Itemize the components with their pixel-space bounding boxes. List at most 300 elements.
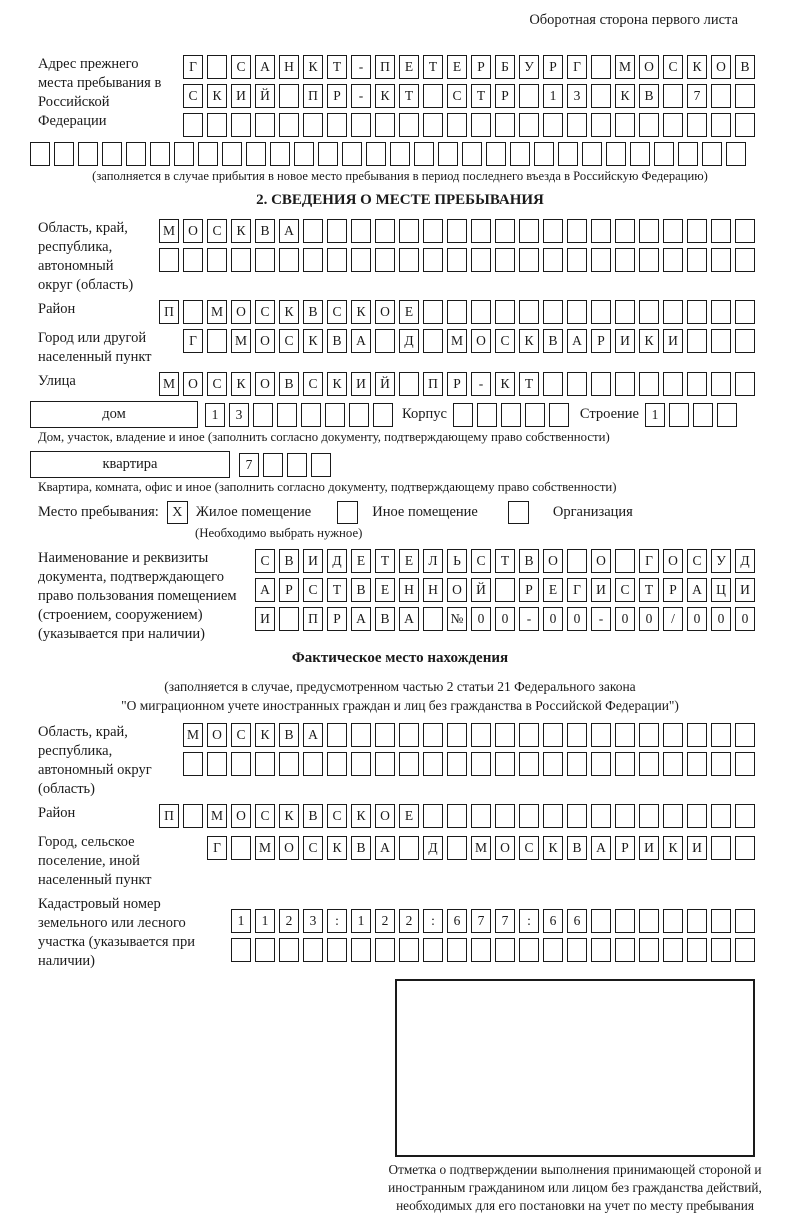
char-cell[interactable] xyxy=(375,248,395,272)
char-cell[interactable] xyxy=(277,403,297,427)
char-cell[interactable] xyxy=(246,142,266,166)
char-cell[interactable]: 1 xyxy=(205,403,225,427)
char-cell[interactable] xyxy=(510,142,530,166)
char-cell[interactable] xyxy=(183,804,203,828)
char-cell[interactable] xyxy=(303,219,323,243)
char-cell[interactable] xyxy=(423,938,443,962)
char-cell[interactable] xyxy=(375,752,395,776)
char-cell[interactable] xyxy=(287,453,307,477)
char-cell[interactable] xyxy=(543,248,563,272)
char-cell[interactable] xyxy=(693,403,713,427)
char-cell[interactable]: - xyxy=(471,372,491,396)
char-cell[interactable] xyxy=(735,248,755,272)
char-cell[interactable]: К xyxy=(327,836,347,860)
char-cell[interactable]: И xyxy=(231,84,251,108)
char-cell[interactable] xyxy=(735,219,755,243)
char-cell[interactable] xyxy=(639,248,659,272)
char-cell[interactable]: В xyxy=(543,329,563,353)
char-cell[interactable]: - xyxy=(351,84,371,108)
char-cell[interactable] xyxy=(606,142,626,166)
char-cell[interactable] xyxy=(726,142,746,166)
char-cell[interactable] xyxy=(351,752,371,776)
char-cell[interactable] xyxy=(711,84,731,108)
char-cell[interactable]: Е xyxy=(543,578,563,602)
char-cell[interactable]: М xyxy=(615,55,635,79)
char-cell[interactable] xyxy=(591,219,611,243)
char-cell[interactable] xyxy=(438,142,458,166)
char-cell[interactable]: Р xyxy=(591,329,611,353)
char-cell[interactable]: Е xyxy=(351,549,371,573)
char-cell[interactable] xyxy=(615,248,635,272)
char-cell[interactable]: Р xyxy=(327,607,347,631)
char-cell[interactable] xyxy=(279,248,299,272)
char-cell[interactable]: М xyxy=(183,723,203,747)
char-cell[interactable] xyxy=(279,84,299,108)
char-cell[interactable]: И xyxy=(591,578,611,602)
char-cell[interactable]: В xyxy=(279,549,299,573)
residence-checkbox-inoe[interactable] xyxy=(337,501,358,524)
char-cell[interactable] xyxy=(423,300,443,324)
char-cell[interactable]: 0 xyxy=(735,607,755,631)
char-cell[interactable]: 1 xyxy=(255,909,275,933)
char-cell[interactable] xyxy=(615,113,635,137)
char-cell[interactable] xyxy=(663,248,683,272)
char-cell[interactable]: К xyxy=(495,372,515,396)
char-cell[interactable] xyxy=(423,219,443,243)
char-cell[interactable]: О xyxy=(207,723,227,747)
char-cell[interactable]: Т xyxy=(399,84,419,108)
char-cell[interactable] xyxy=(639,113,659,137)
char-cell[interactable]: 0 xyxy=(471,607,491,631)
char-cell[interactable]: 1 xyxy=(543,84,563,108)
char-cell[interactable]: Р xyxy=(327,84,347,108)
char-cell[interactable] xyxy=(423,84,443,108)
char-cell[interactable] xyxy=(373,403,393,427)
residence-checkbox-zhiloe[interactable]: X xyxy=(167,501,188,524)
char-cell[interactable]: 7 xyxy=(495,909,515,933)
char-cell[interactable] xyxy=(519,248,539,272)
char-cell[interactable] xyxy=(663,909,683,933)
char-cell[interactable] xyxy=(270,142,290,166)
char-cell[interactable]: 3 xyxy=(229,403,249,427)
char-cell[interactable] xyxy=(207,248,227,272)
char-cell[interactable] xyxy=(735,372,755,396)
char-cell[interactable] xyxy=(663,84,683,108)
char-cell[interactable]: 0 xyxy=(687,607,707,631)
char-cell[interactable]: Г xyxy=(567,578,587,602)
char-cell[interactable]: С xyxy=(255,300,275,324)
char-cell[interactable] xyxy=(471,300,491,324)
char-cell[interactable] xyxy=(375,113,395,137)
char-cell[interactable]: О xyxy=(663,549,683,573)
char-cell[interactable] xyxy=(519,300,539,324)
char-cell[interactable]: 1 xyxy=(351,909,371,933)
char-cell[interactable]: С xyxy=(327,300,347,324)
char-cell[interactable] xyxy=(558,142,578,166)
char-cell[interactable]: Д xyxy=(735,549,755,573)
char-cell[interactable] xyxy=(591,804,611,828)
char-cell[interactable] xyxy=(519,723,539,747)
char-cell[interactable] xyxy=(591,752,611,776)
char-cell[interactable] xyxy=(126,142,146,166)
char-cell[interactable]: П xyxy=(423,372,443,396)
char-cell[interactable]: 6 xyxy=(567,909,587,933)
char-cell[interactable] xyxy=(735,752,755,776)
char-cell[interactable] xyxy=(711,372,731,396)
char-cell[interactable]: К xyxy=(231,372,251,396)
char-cell[interactable]: 0 xyxy=(543,607,563,631)
char-cell[interactable]: Р xyxy=(519,578,539,602)
char-cell[interactable] xyxy=(399,372,419,396)
char-cell[interactable] xyxy=(735,723,755,747)
char-cell[interactable] xyxy=(423,804,443,828)
char-cell[interactable] xyxy=(711,836,731,860)
char-cell[interactable]: О xyxy=(543,549,563,573)
char-cell[interactable] xyxy=(702,142,722,166)
char-cell[interactable] xyxy=(399,836,419,860)
char-cell[interactable]: О xyxy=(231,804,251,828)
char-cell[interactable] xyxy=(639,752,659,776)
char-cell[interactable] xyxy=(711,113,731,137)
char-cell[interactable]: С xyxy=(231,723,251,747)
char-cell[interactable] xyxy=(327,752,347,776)
char-cell[interactable]: 6 xyxy=(543,909,563,933)
char-cell[interactable]: А xyxy=(303,723,323,747)
char-cell[interactable] xyxy=(390,142,410,166)
char-cell[interactable] xyxy=(327,938,347,962)
char-cell[interactable] xyxy=(519,219,539,243)
char-cell[interactable]: А xyxy=(351,607,371,631)
char-cell[interactable] xyxy=(255,113,275,137)
char-cell[interactable]: И xyxy=(303,549,323,573)
char-cell[interactable]: : xyxy=(519,909,539,933)
char-cell[interactable]: В xyxy=(735,55,755,79)
char-cell[interactable]: Й xyxy=(375,372,395,396)
char-cell[interactable] xyxy=(311,453,331,477)
char-cell[interactable] xyxy=(207,752,227,776)
char-cell[interactable]: В xyxy=(255,219,275,243)
char-cell[interactable]: П xyxy=(159,300,179,324)
char-cell[interactable]: 0 xyxy=(711,607,731,631)
char-cell[interactable] xyxy=(375,723,395,747)
char-cell[interactable] xyxy=(567,300,587,324)
char-cell[interactable]: С xyxy=(255,804,275,828)
char-cell[interactable] xyxy=(423,607,443,631)
char-cell[interactable]: 7 xyxy=(687,84,707,108)
char-cell[interactable]: 3 xyxy=(303,909,323,933)
char-cell[interactable] xyxy=(318,142,338,166)
char-cell[interactable]: О xyxy=(375,804,395,828)
char-cell[interactable] xyxy=(399,723,419,747)
char-cell[interactable]: С xyxy=(687,549,707,573)
char-cell[interactable]: О xyxy=(447,578,467,602)
char-cell[interactable]: О xyxy=(639,55,659,79)
char-cell[interactable] xyxy=(231,113,251,137)
char-cell[interactable] xyxy=(735,836,755,860)
char-cell[interactable]: О xyxy=(231,300,251,324)
char-cell[interactable]: О xyxy=(255,329,275,353)
char-cell[interactable]: В xyxy=(327,329,347,353)
char-cell[interactable] xyxy=(687,248,707,272)
char-cell[interactable] xyxy=(735,300,755,324)
char-cell[interactable] xyxy=(735,329,755,353)
char-cell[interactable]: О xyxy=(495,836,515,860)
char-cell[interactable]: В xyxy=(639,84,659,108)
char-cell[interactable]: 3 xyxy=(567,84,587,108)
char-cell[interactable] xyxy=(615,752,635,776)
char-cell[interactable] xyxy=(735,113,755,137)
char-cell[interactable] xyxy=(711,248,731,272)
char-cell[interactable]: П xyxy=(375,55,395,79)
char-cell[interactable] xyxy=(495,578,515,602)
char-cell[interactable]: А xyxy=(687,578,707,602)
char-cell[interactable] xyxy=(591,938,611,962)
char-cell[interactable] xyxy=(447,938,467,962)
char-cell[interactable] xyxy=(543,804,563,828)
char-cell[interactable]: Т xyxy=(327,55,347,79)
char-cell[interactable] xyxy=(423,248,443,272)
char-cell[interactable] xyxy=(351,248,371,272)
char-cell[interactable] xyxy=(471,804,491,828)
char-cell[interactable]: А xyxy=(399,607,419,631)
char-cell[interactable] xyxy=(639,219,659,243)
char-cell[interactable] xyxy=(327,113,347,137)
char-cell[interactable]: К xyxy=(519,329,539,353)
char-cell[interactable] xyxy=(495,248,515,272)
char-cell[interactable] xyxy=(222,142,242,166)
char-cell[interactable] xyxy=(615,909,635,933)
char-cell[interactable] xyxy=(543,723,563,747)
char-cell[interactable] xyxy=(253,403,273,427)
char-cell[interactable] xyxy=(325,403,345,427)
char-cell[interactable] xyxy=(351,938,371,962)
char-cell[interactable] xyxy=(735,909,755,933)
char-cell[interactable]: 7 xyxy=(239,453,259,477)
char-cell[interactable]: К xyxy=(255,723,275,747)
char-cell[interactable]: В xyxy=(519,549,539,573)
char-cell[interactable]: А xyxy=(255,55,275,79)
char-cell[interactable] xyxy=(687,113,707,137)
char-cell[interactable]: С xyxy=(303,578,323,602)
char-cell[interactable] xyxy=(591,723,611,747)
char-cell[interactable]: Е xyxy=(447,55,467,79)
residence-checkbox-org[interactable] xyxy=(508,501,529,524)
char-cell[interactable]: М xyxy=(159,372,179,396)
char-cell[interactable]: 7 xyxy=(471,909,491,933)
char-cell[interactable]: О xyxy=(255,372,275,396)
char-cell[interactable] xyxy=(294,142,314,166)
char-cell[interactable]: Й xyxy=(255,84,275,108)
char-cell[interactable]: Р xyxy=(279,578,299,602)
char-cell[interactable]: К xyxy=(375,84,395,108)
char-cell[interactable] xyxy=(279,113,299,137)
char-cell[interactable]: М xyxy=(231,329,251,353)
char-cell[interactable]: К xyxy=(351,804,371,828)
char-cell[interactable] xyxy=(447,752,467,776)
char-cell[interactable]: О xyxy=(711,55,731,79)
char-cell[interactable]: 6 xyxy=(447,909,467,933)
char-cell[interactable] xyxy=(543,219,563,243)
char-cell[interactable] xyxy=(567,804,587,828)
char-cell[interactable] xyxy=(327,219,347,243)
char-cell[interactable]: 2 xyxy=(375,909,395,933)
char-cell[interactable]: О xyxy=(183,372,203,396)
char-cell[interactable]: П xyxy=(303,84,323,108)
char-cell[interactable]: Ц xyxy=(711,578,731,602)
char-cell[interactable]: К xyxy=(687,55,707,79)
char-cell[interactable] xyxy=(567,752,587,776)
char-cell[interactable] xyxy=(678,142,698,166)
char-cell[interactable] xyxy=(447,113,467,137)
char-cell[interactable]: Л xyxy=(423,549,443,573)
char-cell[interactable] xyxy=(207,329,227,353)
char-cell[interactable] xyxy=(591,372,611,396)
char-cell[interactable]: А xyxy=(351,329,371,353)
char-cell[interactable] xyxy=(198,142,218,166)
char-cell[interactable] xyxy=(495,752,515,776)
char-cell[interactable] xyxy=(735,84,755,108)
char-cell[interactable]: М xyxy=(207,804,227,828)
char-cell[interactable] xyxy=(375,938,395,962)
char-cell[interactable]: Н xyxy=(279,55,299,79)
char-cell[interactable] xyxy=(663,938,683,962)
char-cell[interactable] xyxy=(663,219,683,243)
char-cell[interactable]: С xyxy=(615,578,635,602)
char-cell[interactable] xyxy=(423,113,443,137)
char-cell[interactable] xyxy=(519,752,539,776)
char-cell[interactable] xyxy=(453,403,473,427)
char-cell[interactable]: С xyxy=(519,836,539,860)
char-cell[interactable]: К xyxy=(615,84,635,108)
char-cell[interactable] xyxy=(150,142,170,166)
char-cell[interactable]: Е xyxy=(399,300,419,324)
char-cell[interactable] xyxy=(495,219,515,243)
char-cell[interactable]: Т xyxy=(471,84,491,108)
char-cell[interactable]: - xyxy=(591,607,611,631)
char-cell[interactable]: А xyxy=(591,836,611,860)
char-cell[interactable]: Р xyxy=(447,372,467,396)
char-cell[interactable] xyxy=(471,248,491,272)
char-cell[interactable] xyxy=(711,723,731,747)
char-cell[interactable]: Т xyxy=(375,549,395,573)
char-cell[interactable] xyxy=(231,752,251,776)
char-cell[interactable]: Е xyxy=(399,55,419,79)
char-cell[interactable]: 1 xyxy=(231,909,251,933)
char-cell[interactable] xyxy=(519,804,539,828)
char-cell[interactable] xyxy=(279,752,299,776)
char-cell[interactable]: 0 xyxy=(639,607,659,631)
char-cell[interactable]: Г xyxy=(639,549,659,573)
char-cell[interactable] xyxy=(231,248,251,272)
char-cell[interactable] xyxy=(567,549,587,573)
char-cell[interactable] xyxy=(543,372,563,396)
char-cell[interactable] xyxy=(351,219,371,243)
char-cell[interactable] xyxy=(615,300,635,324)
char-cell[interactable]: Й xyxy=(471,578,491,602)
char-cell[interactable]: 0 xyxy=(567,607,587,631)
char-cell[interactable]: : xyxy=(423,909,443,933)
char-cell[interactable]: О xyxy=(183,219,203,243)
char-cell[interactable] xyxy=(279,938,299,962)
char-cell[interactable] xyxy=(255,752,275,776)
char-cell[interactable] xyxy=(567,372,587,396)
char-cell[interactable] xyxy=(663,723,683,747)
char-cell[interactable]: 0 xyxy=(615,607,635,631)
char-cell[interactable] xyxy=(543,752,563,776)
char-cell[interactable]: М xyxy=(207,300,227,324)
char-cell[interactable] xyxy=(375,329,395,353)
char-cell[interactable]: А xyxy=(375,836,395,860)
char-cell[interactable] xyxy=(342,142,362,166)
char-cell[interactable] xyxy=(543,300,563,324)
char-cell[interactable] xyxy=(183,248,203,272)
char-cell[interactable] xyxy=(255,938,275,962)
char-cell[interactable]: В xyxy=(351,578,371,602)
char-cell[interactable] xyxy=(399,248,419,272)
char-cell[interactable]: И xyxy=(687,836,707,860)
char-cell[interactable]: С xyxy=(327,804,347,828)
char-cell[interactable] xyxy=(669,403,689,427)
char-cell[interactable] xyxy=(615,372,635,396)
char-cell[interactable]: В xyxy=(351,836,371,860)
char-cell[interactable] xyxy=(471,113,491,137)
char-cell[interactable] xyxy=(711,909,731,933)
char-cell[interactable]: С xyxy=(303,836,323,860)
char-cell[interactable]: К xyxy=(303,55,323,79)
char-cell[interactable]: С xyxy=(207,372,227,396)
char-cell[interactable]: № xyxy=(447,607,467,631)
char-cell[interactable] xyxy=(447,836,467,860)
char-cell[interactable]: 1 xyxy=(645,403,665,427)
char-cell[interactable]: С xyxy=(183,84,203,108)
char-cell[interactable] xyxy=(303,938,323,962)
char-cell[interactable]: К xyxy=(279,300,299,324)
char-cell[interactable] xyxy=(349,403,369,427)
char-cell[interactable]: Д xyxy=(327,549,347,573)
char-cell[interactable]: И xyxy=(663,329,683,353)
char-cell[interactable] xyxy=(615,219,635,243)
char-cell[interactable] xyxy=(534,142,554,166)
char-cell[interactable] xyxy=(399,219,419,243)
char-cell[interactable] xyxy=(567,723,587,747)
char-cell[interactable] xyxy=(279,607,299,631)
char-cell[interactable] xyxy=(399,938,419,962)
char-cell[interactable] xyxy=(687,804,707,828)
char-cell[interactable] xyxy=(591,113,611,137)
char-cell[interactable]: О xyxy=(471,329,491,353)
char-cell[interactable]: Т xyxy=(327,578,347,602)
char-cell[interactable] xyxy=(486,142,506,166)
char-cell[interactable] xyxy=(735,938,755,962)
char-cell[interactable] xyxy=(615,723,635,747)
char-cell[interactable]: Р xyxy=(543,55,563,79)
char-cell[interactable]: А xyxy=(255,578,275,602)
char-cell[interactable] xyxy=(30,142,50,166)
char-cell[interactable] xyxy=(351,113,371,137)
char-cell[interactable] xyxy=(591,300,611,324)
char-cell[interactable] xyxy=(591,84,611,108)
char-cell[interactable]: - xyxy=(351,55,371,79)
char-cell[interactable]: М xyxy=(255,836,275,860)
char-cell[interactable] xyxy=(255,248,275,272)
char-cell[interactable] xyxy=(549,403,569,427)
char-cell[interactable] xyxy=(687,329,707,353)
char-cell[interactable] xyxy=(495,723,515,747)
char-cell[interactable] xyxy=(687,938,707,962)
char-cell[interactable] xyxy=(423,329,443,353)
char-cell[interactable]: Ь xyxy=(447,549,467,573)
char-cell[interactable]: Р xyxy=(663,578,683,602)
